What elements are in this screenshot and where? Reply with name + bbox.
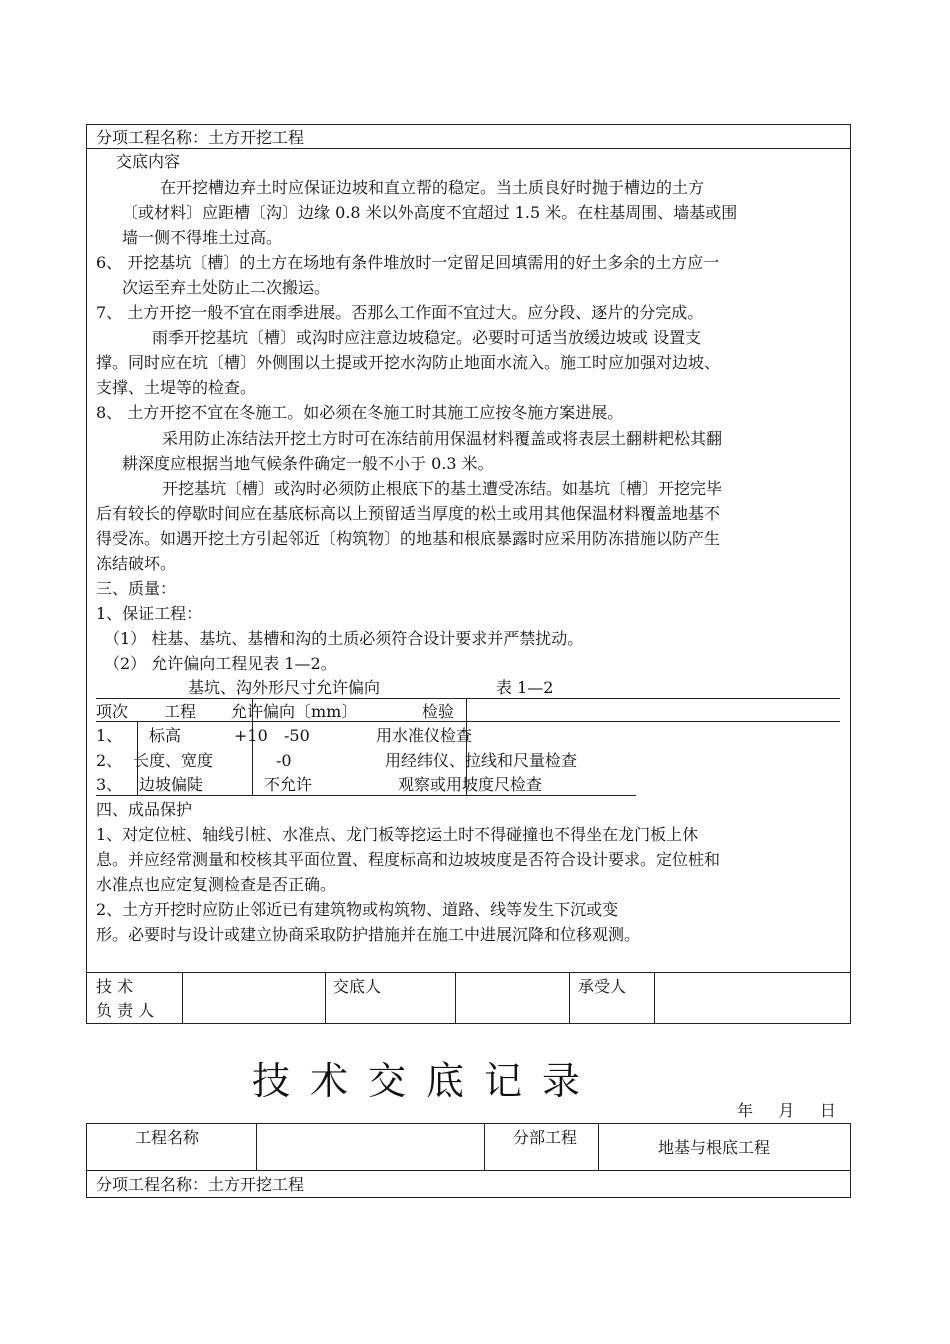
signature-divider: [569, 972, 570, 1024]
paragraph-line: 支撑、土堤等的检查。: [96, 378, 257, 397]
table-caption: 基坑、沟外形尺寸允许偏向: [188, 678, 381, 697]
project-name-label: 工程名称: [135, 1128, 200, 1147]
paragraph-line: 6、 开挖基坑〔槽〕的土方在场地有条件堆放时一定留足回填需用的好土多余的土方应一: [96, 253, 720, 272]
page-title: 技术交底记录: [252, 1059, 601, 1103]
paragraph-line: 〔或材料〕应距槽〔沟〕边缘 0.8 米以外高度不宜超过 1.5 米。在柱基周围、墙基或围: [122, 203, 738, 222]
signature-row-top: [86, 972, 851, 973]
table-header: 检验: [422, 702, 455, 721]
table-cell: 3、: [96, 775, 123, 794]
table-header-rule: [96, 721, 840, 722]
signature-divider: [455, 972, 456, 1024]
record2-col-divider: [484, 1123, 485, 1170]
paragraph-line: 息。并应经常测量和校核其平面位置、程度标高和边坡坡度是否符合设计要求。定位桩和: [96, 850, 721, 869]
table-number: 表 1—2: [496, 678, 554, 697]
paragraph-line: 撑。同时应在坑〔槽〕外侧围以土提或开挖水沟防止地面水流入。施工时应加强对边坡、: [96, 353, 721, 372]
paragraph-line: （2） 允许偏向工程见表 1—2。: [104, 654, 337, 673]
record2-col-divider: [256, 1123, 257, 1170]
table-cell: +10: [234, 726, 268, 745]
paragraph-line: 8、 土方开挖不宜在冬施工。如必须在冬施工时其施工应按冬施方案进展。: [96, 403, 624, 422]
table-cell: 标高: [149, 726, 182, 745]
table-cell: 用水准仪检查: [376, 726, 473, 745]
table-header: 项次: [96, 702, 129, 721]
table-cell: 2、: [96, 751, 123, 770]
content-heading: 交底内容: [116, 152, 181, 171]
table-cell: 1、: [96, 726, 123, 745]
division-label: 分部工程: [513, 1128, 578, 1147]
paragraph-line: 形。必要时与设计或建立协商采取防护措施并在施工中进展沉降和位移观测。: [96, 925, 641, 944]
section-heading: 四、成品保护: [96, 800, 193, 819]
record1-subitem-label: 分项工程名称：土方开挖工程: [96, 128, 305, 147]
paragraph-line: 1、对定位桩、轴线引桩、水准点、龙门板等挖运土时不得碰撞也不得坐在龙门板上休: [96, 825, 699, 844]
date-line: 年 月 日: [737, 1101, 836, 1120]
table-cell: 观察或用坡度尺检查: [398, 775, 543, 794]
paragraph-line: 得受冻。如遇开挖土方引起邻近〔构筑物〕的地基和根底暴露时应采用防冻措施以防产生: [96, 529, 721, 548]
table-cell: 长度、宽度: [133, 751, 214, 770]
signature-divider: [654, 972, 655, 1024]
signature-divider: [325, 972, 326, 1024]
paragraph-line: 后有较长的停歇时间应在基底标高以上预留适当厚度的松土或用其他保温材料覆盖地基不: [96, 504, 721, 523]
paragraph-line: （1） 柱基、基坑、基槽和沟的土质必须符合设计要求并严禁扰动。: [104, 629, 584, 648]
paragraph-line: 采用防止冻结法开挖土方时可在冻结前用保温材料覆盖或将表层土翻耕耙松其翻: [162, 429, 723, 448]
paragraph-line: 2、土方开挖时应防止邻近已有建筑物或构筑物、道路、线等发生下沉或变: [96, 900, 619, 919]
paragraph-line: 雨季开挖基坑〔槽〕或沟时应注意边坡稳定。必要时可适当放缓边坡或 设置支: [152, 328, 702, 347]
table-cell: 用经纬仪、拉线和尺量检查: [385, 751, 578, 770]
table-cell: -50: [284, 726, 310, 745]
section-heading: 三、质量：: [96, 579, 177, 598]
paragraph-line: 7、 土方开挖一般不宜在雨季进展。否那么工作面不宜过大。应分段、逐片的分完成。: [96, 303, 704, 322]
handover-label: 交底人: [333, 977, 382, 996]
tech-lead-label: 负 责 人: [96, 1001, 155, 1020]
paragraph-line: 冻结破坏。: [96, 554, 177, 573]
division-value: 地基与根底工程: [658, 1138, 771, 1157]
paragraph-line: 耕深度应根据当地气候条件确定一般不小于 0.3 米。: [122, 454, 494, 473]
table-top-rule: [96, 698, 840, 699]
signature-divider: [182, 972, 183, 1024]
table-cell: 不允许: [264, 775, 313, 794]
section-heading: 1、保证工程：: [96, 604, 203, 623]
paragraph-line: 水准点也应定复测检查是否正确。: [96, 875, 337, 894]
paragraph-line: 在开挖槽边弃土时应保证边坡和直立帮的稳定。当土质良好时抛于槽边的土方: [160, 178, 705, 197]
record2-col-divider: [598, 1123, 599, 1170]
table-header: 工程: [164, 702, 197, 721]
table-cell: 边坡偏陡: [139, 775, 204, 794]
record2-row-divider: [86, 1170, 851, 1171]
paragraph-line: 次运至弃土处防止二次搬运。: [122, 278, 331, 297]
table-cell: -0: [276, 751, 292, 770]
tech-lead-label: 技 术: [96, 977, 134, 996]
paragraph-line: 墙一侧不得堆土过高。: [122, 228, 283, 247]
record2-subitem-label: 分项工程名称：土方开挖工程: [96, 1175, 305, 1194]
paragraph-line: 开挖基坑〔槽〕或沟时必须防止根底下的基土遭受冻结。如基坑〔槽〕开挖完毕: [162, 479, 723, 498]
receiver-label: 承受人: [578, 977, 627, 996]
table-header: 允许偏向〔mm〕: [231, 702, 358, 721]
